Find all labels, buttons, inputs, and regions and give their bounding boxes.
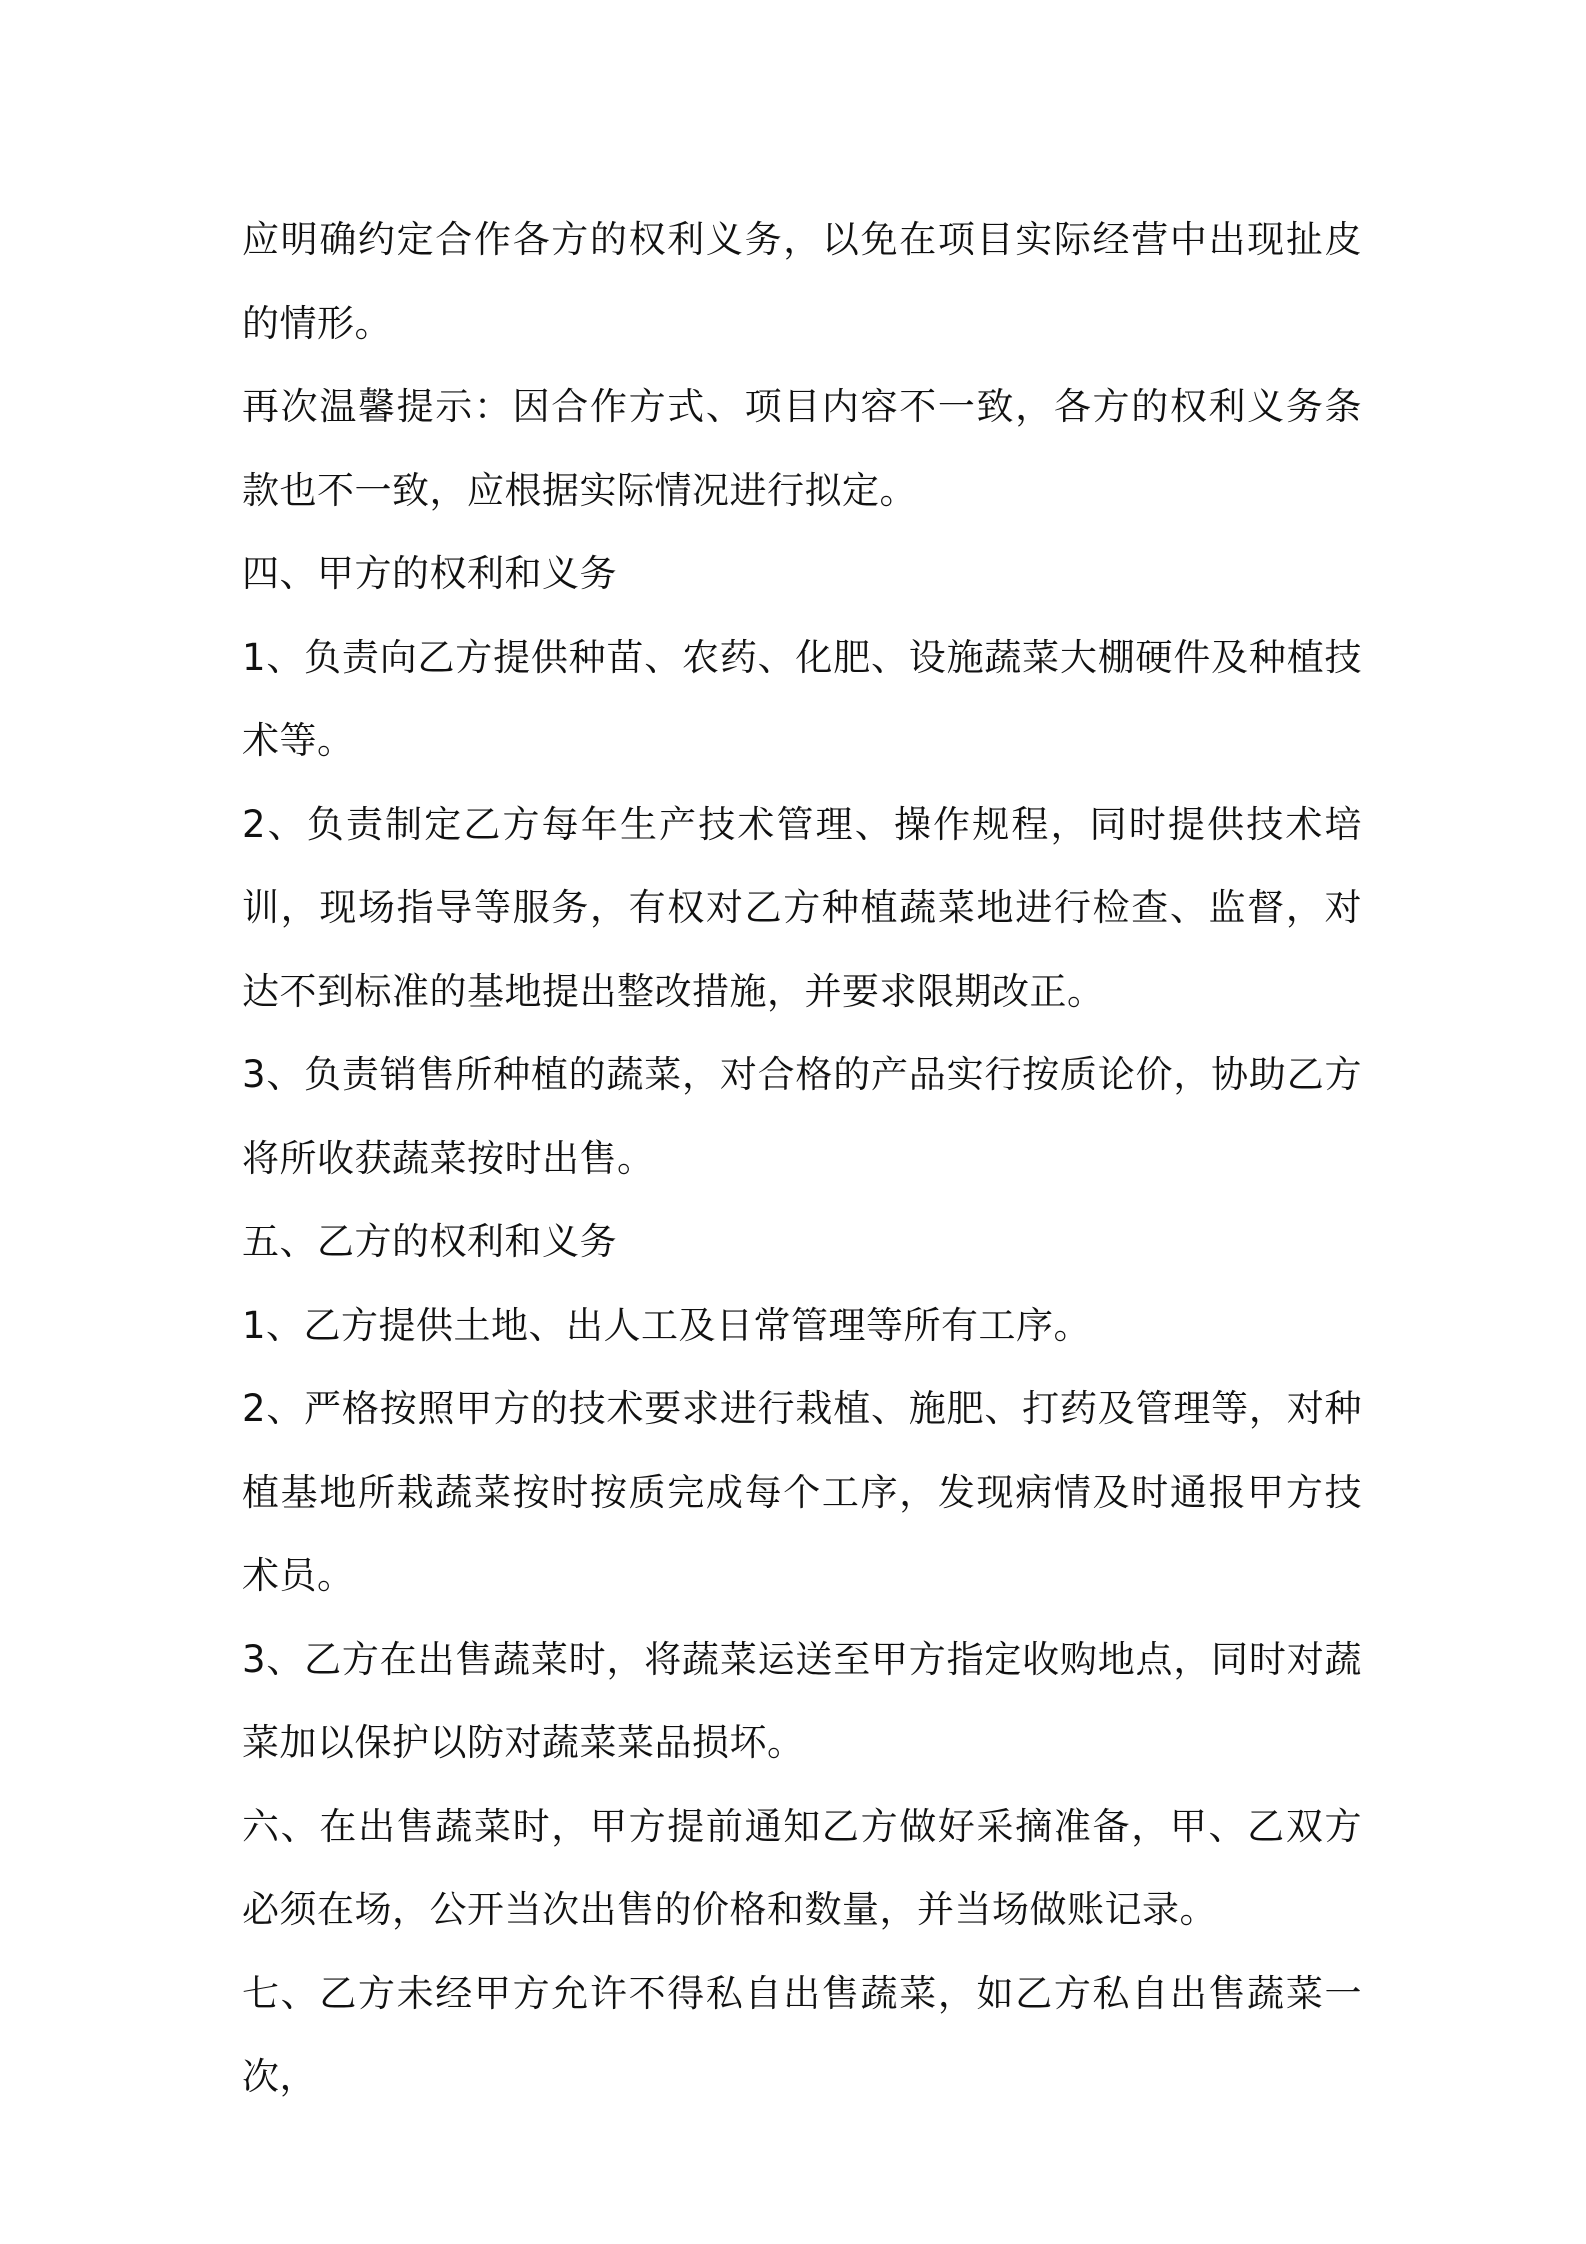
section-heading-party-b: 五、乙方的权利和义务 [242,1220,617,1263]
party-b-clause-3: 3、乙方在出售蔬菜时，将蔬菜运送至甲方指定收购地点，同时对蔬菜加以保护以防对蔬菜菜品损坏。 [242,1637,1362,1764]
party-a-clause-1: 1、负责向乙方提供种苗、农药、化肥、设施蔬菜大棚硬件及种植技术等。 [242,635,1362,762]
party-a-clause-3: 3、负责销售所种植的蔬菜，对合格的产品实行按质论价，协助乙方将所收获蔬菜按时出售。 [242,1053,1362,1180]
party-b-clause-1: 1、乙方提供土地、出人工及日常管理等所有工序。 [242,1303,1092,1347]
party-b-clause-2: 2、严格按照甲方的技术要求进行栽植、施肥、打药及管理等，对种植基地所栽蔬菜按时按质完成每个工序，发现病情及时通报甲方技术员。 [242,1387,1362,1597]
section-six-sale-procedure: 六、在出售蔬菜时，甲方提前通知乙方做好采摘准备，甲、乙双方必须在场，公开当次出售的价格和数量，并当场做账记录。 [242,1804,1362,1931]
section-heading-party-a: 四、甲方的权利和义务 [242,552,617,595]
section-seven-private-sale: 七、乙方未经甲方允许不得私自出售蔬菜，如乙方私自出售蔬菜一次， [242,1971,1362,2098]
document-body [242,198,1362,2119]
party-a-clause-2: 2、负责制定乙方每年生产技术管理、操作规程，同时提供技术培训，现场指导等服务，有权对乙方种植蔬菜地进行检查、监督，对达不到标准的基地提出整改措施，并要求限期改正。 [242,802,1362,1013]
paragraph-intro: 应明确约定合作各方的权利义务，以免在项目实际经营中出现扯皮的情形。 [242,218,1362,345]
paragraph-reminder: 再次温馨提示：因合作方式、项目内容不一致，各方的权利义务条款也不一致，应根据实际情况进行拟定。 [242,385,1362,512]
